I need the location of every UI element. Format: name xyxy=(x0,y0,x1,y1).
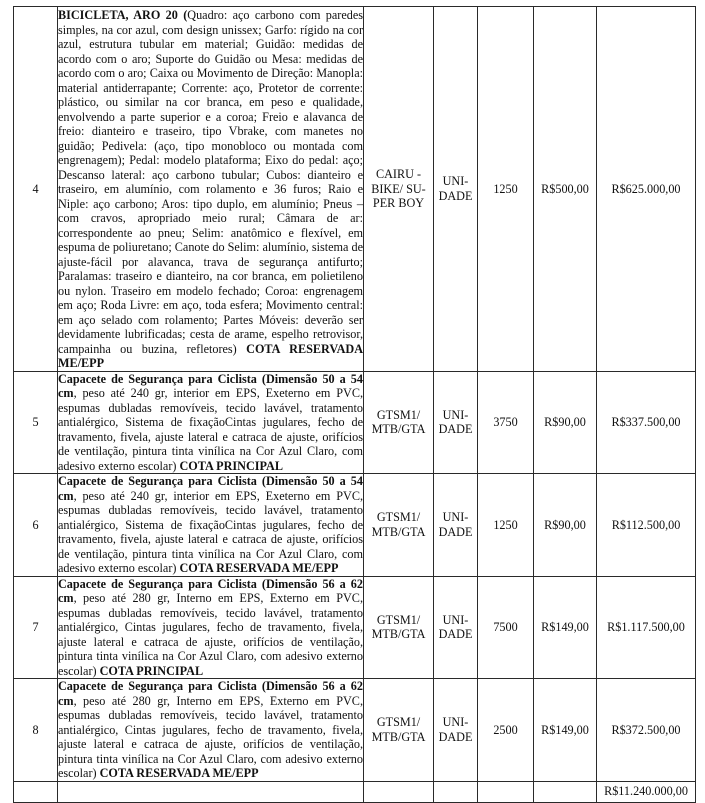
item-number: 4 xyxy=(14,7,58,372)
quota-label: COTA RESERVADA ME/EPP xyxy=(179,561,339,575)
item-number: 5 xyxy=(14,371,58,474)
item-brand: GTSM1/ MTB/GTA xyxy=(364,679,434,782)
item-total-price: R$372.500,00 xyxy=(597,679,696,782)
empty-cell xyxy=(534,781,597,802)
item-unit: UNI-DADE xyxy=(434,576,478,679)
item-brand: GTSM1/ MTB/GTA xyxy=(364,474,434,577)
quota-label: COTA RESERVADA ME/EPP xyxy=(58,341,364,370)
item-description xyxy=(58,679,364,782)
description-text: Quadro: aço carbono com paredes simples, na cor azul, com design unissex; Garfo: rígido na cor azul, estrutura tubular em material; Guidão: medidas de acordo com o aro; Suporte do Guidão ou Mesa: medidas de acordo com o aro; Caixa ou Movimento de Direção: Manopla: material antiderrapante; Corrente: aço, Protetor de corrente: plástico, ou similar na cor branca, em peso e qualidade, envolvendo a parte superior e a coroa; Freio e alavanca de freio: dianteiro e traseiro, tipo Vbrake, com manetes no guidão; Pedivela: (aço, tipo monobloco ou montada com engrenagem); Pedal: modelo plataforma; Eixo do pedal: aço; Descanso lateral: aço carbono tubular; Cubos: dianteiro e traseiro, em alumínio, com rolamento e 36 furos; Raio e Niple: aço carbono; Aros: tipo duplo, em alumínio; Pneus – com cravos, apropriado meio rural; Câmara de ar: correspondente ao pneu; Selim: anatômico e flexível, em espuma de poliuretano; Canote do Selim: alumínio, sistema de ajuste-fácil por alavanca, trava de segurança antifurto; Paralamas: traseiro e dianteiro, na cor branca, em polietileno ou nylon. Traseiro em modelo fechado; Coroa: engrenagem em aço; Roda Livre: em aço, toda esfera; Movimento central: em aço selado com rolamento; Partes Móveis: deverão ser devidamente lubrificadas; cesta de arame, espelho retrovisor, campainha ou buzina, refletores) xyxy=(58,8,364,356)
item-unit-price: R$90,00 xyxy=(534,371,597,474)
item-brand: GTSM1/ MTB/GTA xyxy=(364,371,434,474)
item-unit: UNI-DADE xyxy=(434,371,478,474)
item-quantity: 1250 xyxy=(478,7,534,372)
table-row xyxy=(14,679,696,782)
item-unit-price: R$90,00 xyxy=(534,474,597,577)
item-unit: UNI-DADE xyxy=(434,474,478,577)
item-description xyxy=(58,576,364,679)
item-description xyxy=(58,474,364,577)
item-quantity: 2500 xyxy=(478,679,534,782)
item-unit-price: R$500,00 xyxy=(534,7,597,372)
item-total-price: R$625.000,00 xyxy=(597,7,696,372)
item-description xyxy=(58,371,364,474)
item-quantity: 3750 xyxy=(478,371,534,474)
description-text: , peso até 280 gr, Interno em EPS, Externo em PVC, espumas dubladas removíveis, tecido lavável, tratamento antialérgico, Cintas jugulares, fecho de travamento, fivela, ajuste lateral e catraca de ajuste, orifícios de ventilação, pintura tinta vinílica na Cor Azul Claro, com adesivo externo escolar) xyxy=(58,591,363,678)
empty-cell xyxy=(478,781,534,802)
item-total-price: R$337.500,00 xyxy=(597,371,696,474)
description-text: , peso até 240 gr, interior em EPS, Exeterno em PVC, espumas dubladas removíveis, tecido lavável, tratamento antialérgico, Sistema de fixaçãoCintas jugulares, fecho de travamento, fivela, ajuste lateral e catraca de ajuste, orifícios de ventilação, pintura tinta vinílica na Cor Azul Claro, com adesivo externo escolar) xyxy=(58,386,363,473)
item-total-price: R$112.500,00 xyxy=(597,474,696,577)
table-row xyxy=(14,474,696,577)
empty-cell xyxy=(14,781,58,802)
item-brand: GTSM1/ MTB/GTA xyxy=(364,576,434,679)
item-quantity: 1250 xyxy=(478,474,534,577)
description-title: Capacete de Segurança para Ciclista (Dimensão 56 a 62 cm xyxy=(58,576,363,605)
description-text: , peso até 240 gr, interior em EPS, Exeterno em PVC, espumas dubladas removíveis, tecido lavável, tratamento antialérgico, Sistema de fixaçãoCintas jugulares, fecho de travamento, fivela, ajuste lateral e catraca de ajuste, orifícios de ventilação, pintura tinta vinílica na Cor Azul Claro, com adesivo externo escolar) xyxy=(58,488,363,575)
item-total-price: R$1.117.500,00 xyxy=(597,576,696,679)
item-description xyxy=(58,7,364,372)
empty-cell xyxy=(58,781,364,802)
quota-label: COTA PRINCIPAL xyxy=(179,458,283,473)
item-unit-price: R$149,00 xyxy=(534,576,597,679)
item-brand: CAIRU - BIKE/ SU-PER BOY xyxy=(364,7,434,372)
quota-label: COTA PRINCIPAL xyxy=(99,663,204,678)
description-title: Capacete de Segurança para Ciclista (Dimensão 56 a 62 cm xyxy=(58,679,363,708)
description-title: BICICLETA, ARO 20 ( xyxy=(58,8,188,22)
empty-cell xyxy=(434,781,478,802)
item-unit: UNI-DADE xyxy=(434,679,478,782)
table-row xyxy=(14,7,696,372)
item-number: 7 xyxy=(14,576,58,679)
item-number: 6 xyxy=(14,474,58,577)
item-unit-price: R$149,00 xyxy=(534,679,597,782)
table-row xyxy=(14,576,696,679)
quota-label: COTA RESERVADA ME/EPP xyxy=(99,766,259,780)
item-number: 8 xyxy=(14,679,58,782)
table-row xyxy=(14,371,696,474)
item-quantity: 7500 xyxy=(478,576,534,679)
description-title: Capacete de Segurança para Ciclista (Dimensão 50 a 54 cm xyxy=(58,474,363,503)
description-text: , peso até 280 gr, Interno em EPS, Externo em PVC, espumas dubladas removíveis, tecido lavável, tratamento antialérgico, Cintas jugulares, fecho de travamento, fivela, ajuste lateral e catraca de ajuste, orifícios de ventilação, pintura tinta vinílica na Cor Azul Claro, com adesivo externo escolar) xyxy=(58,693,363,780)
empty-cell xyxy=(364,781,434,802)
grand-total-row xyxy=(14,781,696,802)
description-title: Capacete de Segurança para Ciclista (Dimensão 50 a 54 cm xyxy=(58,371,363,400)
grand-total: R$11.240.000,00 xyxy=(597,781,696,802)
items-table xyxy=(13,6,696,803)
item-unit: UNI-DADE xyxy=(434,7,478,372)
